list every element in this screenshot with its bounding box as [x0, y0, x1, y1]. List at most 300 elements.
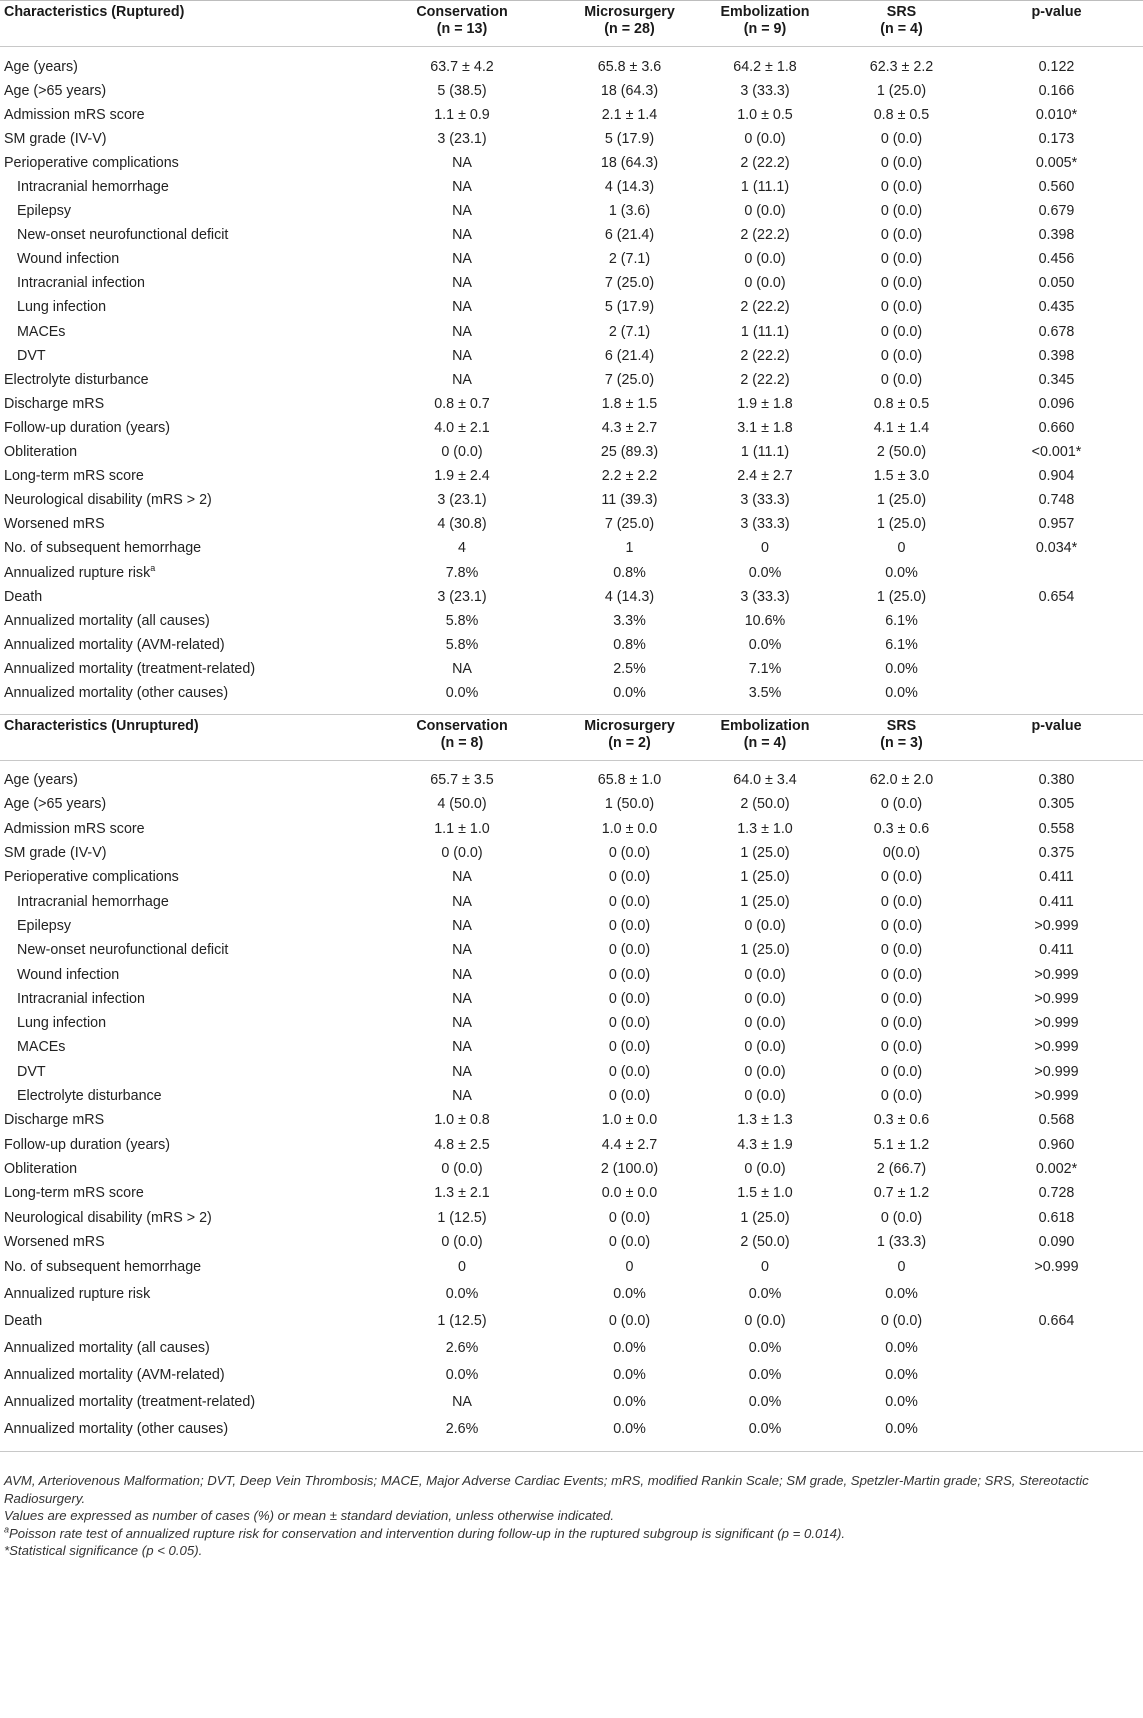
- embolization-cell: 0: [761, 1259, 769, 1276]
- spacer-cell: [0, 47, 1143, 56]
- srs-cell: 4.1 ± 1.4: [873, 419, 930, 436]
- pvalue-cell: 0.010*: [1035, 106, 1078, 123]
- conservation-cell: NA: [452, 1039, 472, 1056]
- row-label: [0, 1109, 362, 1133]
- row-label: [0, 1362, 362, 1389]
- conservation-cell: 1 (12.5): [437, 1209, 487, 1226]
- conservation-cell: NA: [452, 1394, 472, 1411]
- conservation-cell: NA: [452, 347, 472, 364]
- embolization-cell: 2 (50.0): [740, 796, 790, 813]
- embolization-cell: 0 (0.0): [744, 275, 786, 292]
- row-label: [0, 248, 362, 272]
- microsurgery-cell: 18 (64.3): [600, 82, 659, 99]
- conservation-cell: 1 (12.5): [437, 1313, 487, 1330]
- row-label-text: New-onset neurofunctional deficit: [17, 942, 229, 959]
- table-row: [0, 1335, 1143, 1362]
- conservation-cell: 4 (50.0): [437, 796, 487, 813]
- conservation-cell: 63.7 ± 4.2: [430, 58, 494, 75]
- table-row: [0, 296, 1143, 320]
- srs-cell: 0.3 ± 0.6: [873, 1112, 930, 1129]
- conservation-cell: 2.6%: [445, 1421, 479, 1438]
- microsurgery-cell: 0.0 ± 0.0: [601, 1185, 658, 1202]
- embolization-cell: 7.1%: [748, 660, 782, 677]
- conservation-cell: NA: [452, 966, 472, 983]
- row-label-text: No. of subsequent hemorrhage: [4, 1259, 202, 1276]
- table-footnotes: [4, 1472, 1134, 1560]
- microsurgery-cell: 18 (64.3): [600, 154, 659, 171]
- table-row: [0, 392, 1143, 416]
- pvalue-cell: 0.173: [1038, 130, 1075, 147]
- embolization-cell: 0 (0.0): [744, 917, 786, 934]
- embolization-cell: 0.0%: [748, 636, 782, 653]
- srs-cell: 0.0%: [885, 660, 918, 677]
- table-row: [0, 1036, 1143, 1060]
- embolization-cell: 0 (0.0): [744, 1088, 786, 1105]
- conservation-cell: 5 (38.5): [437, 82, 487, 99]
- embolization-cell: 0 (0.0): [744, 1160, 786, 1177]
- row-label: [0, 561, 362, 585]
- row-label-text: Worsened mRS: [4, 516, 105, 533]
- row-label-text: Intracranial hemorrhage: [17, 179, 169, 196]
- table-row: [0, 368, 1143, 392]
- table-row: [0, 769, 1143, 793]
- embolization-cell: 0.0%: [748, 1286, 782, 1303]
- footnote-a-text: Poisson rate test of annualized rupture risk for conservation and intervention during follow-up in the ruptured subgroup is significant (p = 0.014).: [9, 1525, 846, 1541]
- embolization-cell: 1 (25.0): [740, 869, 790, 886]
- ruptured-microsurgery-header: [562, 1, 697, 47]
- srs-cell: 0 (0.0): [880, 299, 923, 316]
- conservation-cell: NA: [452, 1088, 472, 1105]
- microsurgery-cell: 2.2 ± 2.2: [601, 468, 658, 485]
- microsurgery-cell: 4.4 ± 2.7: [601, 1136, 658, 1153]
- microsurgery-cell: 4.3 ± 2.7: [601, 419, 658, 436]
- microsurgery-cell: 0 (0.0): [608, 845, 651, 862]
- embolization-cell: 1 (11.1): [740, 179, 790, 196]
- embolization-cell: 0: [761, 540, 769, 557]
- conservation-cell: 1.0 ± 0.8: [434, 1112, 490, 1129]
- pvalue-cell: [970, 1416, 1143, 1443]
- conservation-cell: NA: [452, 1063, 472, 1080]
- row-label-text: Death: [4, 588, 43, 605]
- row-label: [0, 1012, 362, 1036]
- table-row: [0, 1389, 1143, 1416]
- microsurgery-cell: 0.8%: [613, 564, 646, 581]
- microsurgery-cell: 0 (0.0): [608, 1209, 651, 1226]
- embolization-cell: 0.0%: [748, 1394, 782, 1411]
- embolization-cell: 0 (0.0): [744, 1015, 786, 1032]
- pvalue-cell: 0.660: [1038, 419, 1075, 436]
- table-row: [0, 465, 1143, 489]
- microsurgery-cell: 1 (3.6): [608, 203, 651, 220]
- spacer-cell: [0, 760, 1143, 769]
- row-label-text: Annualized rupture risk: [4, 564, 151, 581]
- srs-cell: 0.8 ± 0.5: [873, 106, 930, 123]
- pvalue-cell: 0.435: [1038, 299, 1075, 316]
- table-row: [0, 537, 1143, 561]
- pvalue-cell: [970, 681, 1143, 705]
- microsurgery-cell: 4 (14.3): [604, 588, 655, 605]
- row-label-text: SM grade (IV-V): [4, 130, 107, 147]
- row-label-text: Annualized mortality (all causes): [4, 1340, 210, 1357]
- ruptured-srs-header: [833, 1, 970, 47]
- conservation-cell: NA: [452, 179, 472, 196]
- unruptured-rows: [0, 760, 1143, 1452]
- embolization-cell: 1 (25.0): [740, 845, 790, 862]
- table-row: [0, 1362, 1143, 1389]
- srs-cell: 0.8 ± 0.5: [873, 395, 930, 412]
- row-label-text: Follow-up duration (years): [4, 1136, 171, 1153]
- embolization-cell: 0 (0.0): [744, 1313, 786, 1330]
- unruptured-characteristics-header: Characteristics (Unruptured): [4, 717, 199, 734]
- conservation-cell: NA: [452, 917, 472, 934]
- embolization-cell: 1.5 ± 1.0: [737, 1185, 793, 1202]
- pvalue-cell: 0.679: [1038, 203, 1075, 220]
- row-label-text: Admission mRS score: [4, 820, 145, 837]
- row-label: [0, 320, 362, 344]
- microsurgery-cell: 0 (0.0): [608, 1233, 651, 1250]
- pvalue-cell: 0.618: [1038, 1209, 1075, 1226]
- abbreviations-note: AVM, Arteriovenous Malformation; DVT, Deep Vein Thrombosis; MACE, Major Adverse Cardiac Events; mRS, modified Rankin Scale; SM grade, Spetzler-Martin grade; SRS, Stereotactic Radiosurgery.: [4, 1473, 1089, 1506]
- pvalue-cell: 0.166: [1038, 82, 1075, 99]
- table-row: [0, 175, 1143, 199]
- row-label-text: MACEs: [17, 1039, 66, 1056]
- embolization-cell: 2 (22.2): [740, 227, 790, 244]
- pvalue-cell: 0.560: [1038, 179, 1075, 196]
- microsurgery-cell: 2 (7.1): [608, 251, 651, 268]
- row-label: [0, 1416, 362, 1443]
- table-row: [0, 1157, 1143, 1181]
- microsurgery-cell: 0 (0.0): [608, 1039, 651, 1056]
- microsurgery-cell: 2 (100.0): [600, 1160, 659, 1177]
- embolization-cell: 2 (22.2): [740, 154, 790, 171]
- microsurgery-cell: 0 (0.0): [608, 1015, 651, 1032]
- row-label: [0, 1060, 362, 1084]
- microsurgery-cell: 7 (25.0): [604, 516, 655, 533]
- conservation-cell: 0.0%: [445, 684, 479, 701]
- row-label-text: Annualized mortality (other causes): [4, 1421, 229, 1438]
- srs-cell: 0 (0.0): [880, 893, 923, 910]
- pvalue-cell: >0.999: [1034, 1063, 1079, 1080]
- srs-cell: 6.1%: [885, 612, 918, 629]
- footnote-star: *Statistical significance (p < 0.05).: [4, 1543, 203, 1558]
- embolization-cell: 3.5%: [748, 684, 782, 701]
- pvalue-cell: [970, 633, 1143, 657]
- table-row: [0, 681, 1143, 705]
- row-label-text: Annualized mortality (treatment-related): [4, 1394, 256, 1411]
- microsurgery-cell: 1 (50.0): [604, 796, 655, 813]
- row-label: [0, 681, 362, 705]
- srs-cell: 1 (25.0): [876, 492, 927, 509]
- table-row: [0, 841, 1143, 865]
- srs-cell: 0 (0.0): [880, 990, 923, 1007]
- row-label-text: Electrolyte disturbance: [4, 371, 149, 388]
- conservation-cell: NA: [452, 371, 472, 388]
- srs-cell: 0 (0.0): [880, 275, 923, 292]
- unruptured-header: [0, 714, 1143, 760]
- conservation-cell: 3 (23.1): [437, 130, 487, 147]
- row-label: [0, 296, 362, 320]
- srs-cell: 0 (0.0): [880, 966, 923, 983]
- header-n: (n = 3): [880, 734, 923, 751]
- pvalue-cell: 0.654: [1038, 588, 1075, 605]
- row-label-text: Long-term mRS score: [4, 468, 144, 485]
- conservation-cell: 4: [458, 540, 466, 557]
- row-label-text: Perioperative complications: [4, 154, 179, 171]
- row-label-text: Neurological disability (mRS > 2): [4, 1209, 212, 1226]
- embolization-cell: 64.0 ± 3.4: [733, 772, 797, 789]
- srs-cell: 0: [897, 540, 906, 557]
- row-label: [0, 1182, 362, 1206]
- row-label-text: Age (years): [4, 58, 78, 75]
- conservation-cell: 0 (0.0): [441, 1160, 483, 1177]
- pvalue-cell: >0.999: [1034, 1015, 1079, 1032]
- row-label: [0, 914, 362, 938]
- pvalue-cell: 0.411: [1039, 893, 1074, 910]
- srs-cell: 0.7 ± 1.2: [873, 1185, 930, 1202]
- conservation-cell: 1.9 ± 2.4: [434, 468, 490, 485]
- embolization-cell: 1.3 ± 1.0: [737, 820, 793, 837]
- microsurgery-cell: 0 (0.0): [608, 917, 651, 934]
- row-label: [0, 633, 362, 657]
- row-label: [0, 441, 362, 465]
- header-n: (n = 2): [608, 734, 651, 751]
- embolization-cell: 1 (25.0): [740, 1209, 790, 1226]
- row-label-text: No. of subsequent hemorrhage: [4, 540, 202, 557]
- srs-cell: 0(0.0): [882, 845, 921, 862]
- embolization-cell: 4.3 ± 1.9: [737, 1136, 793, 1153]
- embolization-cell: 2 (22.2): [740, 347, 790, 364]
- row-label: [0, 537, 362, 561]
- pvalue-cell: 0.411: [1039, 942, 1074, 959]
- row-label: [0, 1036, 362, 1060]
- srs-cell: 0.0%: [885, 684, 918, 701]
- row-label: [0, 1133, 362, 1157]
- srs-cell: 5.1 ± 1.2: [873, 1136, 930, 1153]
- row-label-text: Annualized rupture risk: [4, 1286, 151, 1303]
- microsurgery-cell: 0.0%: [613, 1367, 646, 1384]
- srs-cell: 0 (0.0): [880, 323, 923, 340]
- conservation-cell: 7.8%: [445, 564, 479, 581]
- embolization-cell: 0 (0.0): [744, 130, 786, 147]
- conservation-cell: 5.8%: [445, 636, 479, 653]
- conservation-cell: 3 (23.1): [437, 588, 487, 605]
- unruptured-srs-header: [833, 714, 970, 760]
- row-label: [0, 1308, 362, 1335]
- row-label: [0, 200, 362, 224]
- embolization-cell: 10.6%: [744, 612, 786, 629]
- row-label-text: Discharge mRS: [4, 395, 105, 412]
- row-label-text: Epilepsy: [17, 917, 72, 934]
- row-label-text: Age (years): [4, 772, 78, 789]
- pvalue-cell: 0.305: [1038, 796, 1075, 813]
- row-label-text: Annualized mortality (AVM-related): [4, 636, 225, 653]
- conservation-cell: 5.8%: [445, 612, 479, 629]
- srs-cell: 62.0 ± 2.0: [869, 772, 934, 789]
- microsurgery-cell: 0 (0.0): [608, 869, 651, 886]
- conservation-cell: 4.8 ± 2.5: [434, 1136, 490, 1153]
- row-label: [0, 103, 362, 127]
- row-label: [0, 489, 362, 513]
- row-label-text: Annualized mortality (AVM-related): [4, 1367, 225, 1384]
- microsurgery-cell: 6 (21.4): [604, 347, 655, 364]
- conservation-cell: 4.0 ± 2.1: [434, 419, 490, 436]
- header-label: Embolization: [720, 4, 810, 20]
- table-row: [0, 1133, 1143, 1157]
- table-row: [0, 1206, 1143, 1230]
- table-row: [0, 489, 1143, 513]
- table-row: [0, 344, 1143, 368]
- conservation-cell: 1.1 ± 0.9: [434, 106, 490, 123]
- microsurgery-cell: 0.0%: [613, 1421, 646, 1438]
- conservation-cell: NA: [452, 275, 472, 292]
- row-label-text: Obliteration: [4, 444, 78, 461]
- ruptured-header: [0, 1, 1143, 47]
- pvalue-cell: 0.090: [1038, 1233, 1075, 1250]
- microsurgery-cell: 0 (0.0): [608, 966, 651, 983]
- row-label: [0, 392, 362, 416]
- srs-cell: 0 (0.0): [880, 227, 923, 244]
- table-row: [0, 793, 1143, 817]
- microsurgery-cell: 11 (39.3): [601, 492, 658, 509]
- embolization-cell: 0.0%: [748, 1367, 782, 1384]
- microsurgery-cell: 0: [625, 1259, 634, 1276]
- srs-cell: 0.0%: [885, 1340, 918, 1357]
- header-n: (n = 9): [743, 21, 787, 37]
- embolization-cell: 0 (0.0): [744, 203, 786, 220]
- row-label: [0, 1335, 362, 1362]
- row-label-text: DVT: [17, 347, 46, 364]
- row-label-text: Perioperative complications: [4, 869, 179, 886]
- table-row: [0, 416, 1143, 440]
- footnote-marker: a: [150, 562, 156, 573]
- header-n: (n = 28): [604, 21, 655, 37]
- row-label-text: Lung infection: [17, 299, 107, 316]
- table-row: [0, 914, 1143, 938]
- pvalue-cell: 0.005*: [1035, 154, 1078, 171]
- pvalue-cell: 0.558: [1038, 820, 1075, 837]
- embolization-cell: 0 (0.0): [744, 990, 786, 1007]
- microsurgery-cell: 1.0 ± 0.0: [601, 820, 658, 837]
- header-label: Conservation: [416, 717, 508, 734]
- row-label: [0, 1254, 362, 1281]
- pvalue-cell: 0.398: [1038, 227, 1075, 244]
- row-label-text: Long-term mRS score: [4, 1185, 144, 1202]
- table-row: [0, 103, 1143, 127]
- srs-cell: 0 (0.0): [880, 1313, 923, 1330]
- table-row: [0, 1084, 1143, 1108]
- pvalue-cell: 0.728: [1038, 1185, 1075, 1202]
- unruptured-embolization-header: [697, 714, 833, 760]
- row-label: [0, 272, 362, 296]
- conservation-cell: NA: [452, 893, 472, 910]
- pvalue-cell: >0.999: [1034, 1259, 1079, 1276]
- row-label: [0, 793, 362, 817]
- embolization-cell: 3.1 ± 1.8: [737, 419, 793, 436]
- srs-cell: 2 (66.7): [876, 1160, 927, 1177]
- embolization-cell: 0 (0.0): [744, 966, 786, 983]
- srs-cell: 0 (0.0): [880, 942, 923, 959]
- embolization-cell: 0.0%: [748, 564, 782, 581]
- row-label: [0, 465, 362, 489]
- table-row: [0, 513, 1143, 537]
- conservation-cell: 0 (0.0): [441, 1233, 483, 1250]
- pvalue-cell: 0.034*: [1035, 540, 1078, 557]
- microsurgery-cell: 25 (89.3): [600, 444, 659, 461]
- pvalue-cell: 0.380: [1038, 772, 1075, 789]
- pvalue-cell: <0.001*: [1031, 444, 1082, 461]
- embolization-cell: 0.0%: [748, 1421, 782, 1438]
- pvalue-cell: [970, 1389, 1143, 1416]
- row-label-text: Death: [4, 1313, 43, 1330]
- pvalue-cell: 0.050: [1038, 275, 1075, 292]
- row-label-text: Intracranial infection: [17, 275, 145, 292]
- table-row: [0, 127, 1143, 151]
- row-label-text: Age (>65 years): [4, 796, 107, 813]
- srs-cell: 0 (0.0): [880, 1039, 923, 1056]
- row-label: [0, 368, 362, 392]
- pvalue-cell: 0.398: [1038, 347, 1075, 364]
- row-label-text: Age (>65 years): [4, 82, 107, 99]
- row-label: [0, 939, 362, 963]
- microsurgery-cell: 0 (0.0): [608, 942, 651, 959]
- embolization-cell: 3 (33.3): [740, 82, 790, 99]
- table-row: [0, 1012, 1143, 1036]
- conservation-cell: NA: [452, 299, 472, 316]
- embolization-cell: 3 (33.3): [740, 516, 790, 533]
- row-label: [0, 1281, 362, 1308]
- microsurgery-cell: 1.0 ± 0.0: [601, 1112, 658, 1129]
- row-label-text: Obliteration: [4, 1160, 78, 1177]
- row-label-text: Discharge mRS: [4, 1112, 105, 1129]
- row-label-text: Annualized mortality (all causes): [4, 612, 210, 629]
- header-label: Embolization: [720, 717, 810, 734]
- embolization-cell: 1.9 ± 1.8: [737, 395, 793, 412]
- pvalue-cell: [970, 1281, 1143, 1308]
- row-label-text: Wound infection: [17, 251, 120, 268]
- srs-cell: 0 (0.0): [880, 371, 923, 388]
- conservation-cell: NA: [452, 660, 472, 677]
- footnote-a-marker: a: [4, 1524, 10, 1535]
- srs-cell: 0 (0.0): [880, 1015, 923, 1032]
- srs-cell: 0 (0.0): [880, 154, 923, 171]
- microsurgery-cell: 0.0%: [613, 684, 646, 701]
- row-label-text: Annualized mortality (treatment-related): [4, 660, 256, 677]
- table-row: [0, 441, 1143, 465]
- srs-cell: 0 (0.0): [880, 1088, 923, 1105]
- conservation-cell: 0 (0.0): [441, 845, 483, 862]
- header-n: (n = 13): [436, 21, 488, 37]
- table-row: [0, 200, 1143, 224]
- table-row: [0, 866, 1143, 890]
- row-label-text: Admission mRS score: [4, 106, 145, 123]
- row-label-text: Worsened mRS: [4, 1233, 105, 1250]
- microsurgery-cell: 5 (17.9): [604, 130, 655, 147]
- row-label-text: SM grade (IV-V): [4, 845, 107, 862]
- microsurgery-cell: 7 (25.0): [604, 371, 655, 388]
- embolization-cell: 0.0%: [748, 1340, 782, 1357]
- embolization-cell: 0 (0.0): [744, 1063, 786, 1080]
- table-row: [0, 151, 1143, 175]
- conservation-cell: NA: [452, 1015, 472, 1032]
- pvalue-cell: 0.678: [1038, 323, 1075, 340]
- srs-cell: 0.0%: [885, 1367, 918, 1384]
- row-label: [0, 175, 362, 199]
- row-label-text: Annualized mortality (other causes): [4, 684, 229, 701]
- table-row: [0, 890, 1143, 914]
- conservation-cell: NA: [452, 154, 472, 171]
- pvalue-cell: 0.960: [1038, 1136, 1075, 1153]
- pvalue-cell: 0.568: [1038, 1112, 1075, 1129]
